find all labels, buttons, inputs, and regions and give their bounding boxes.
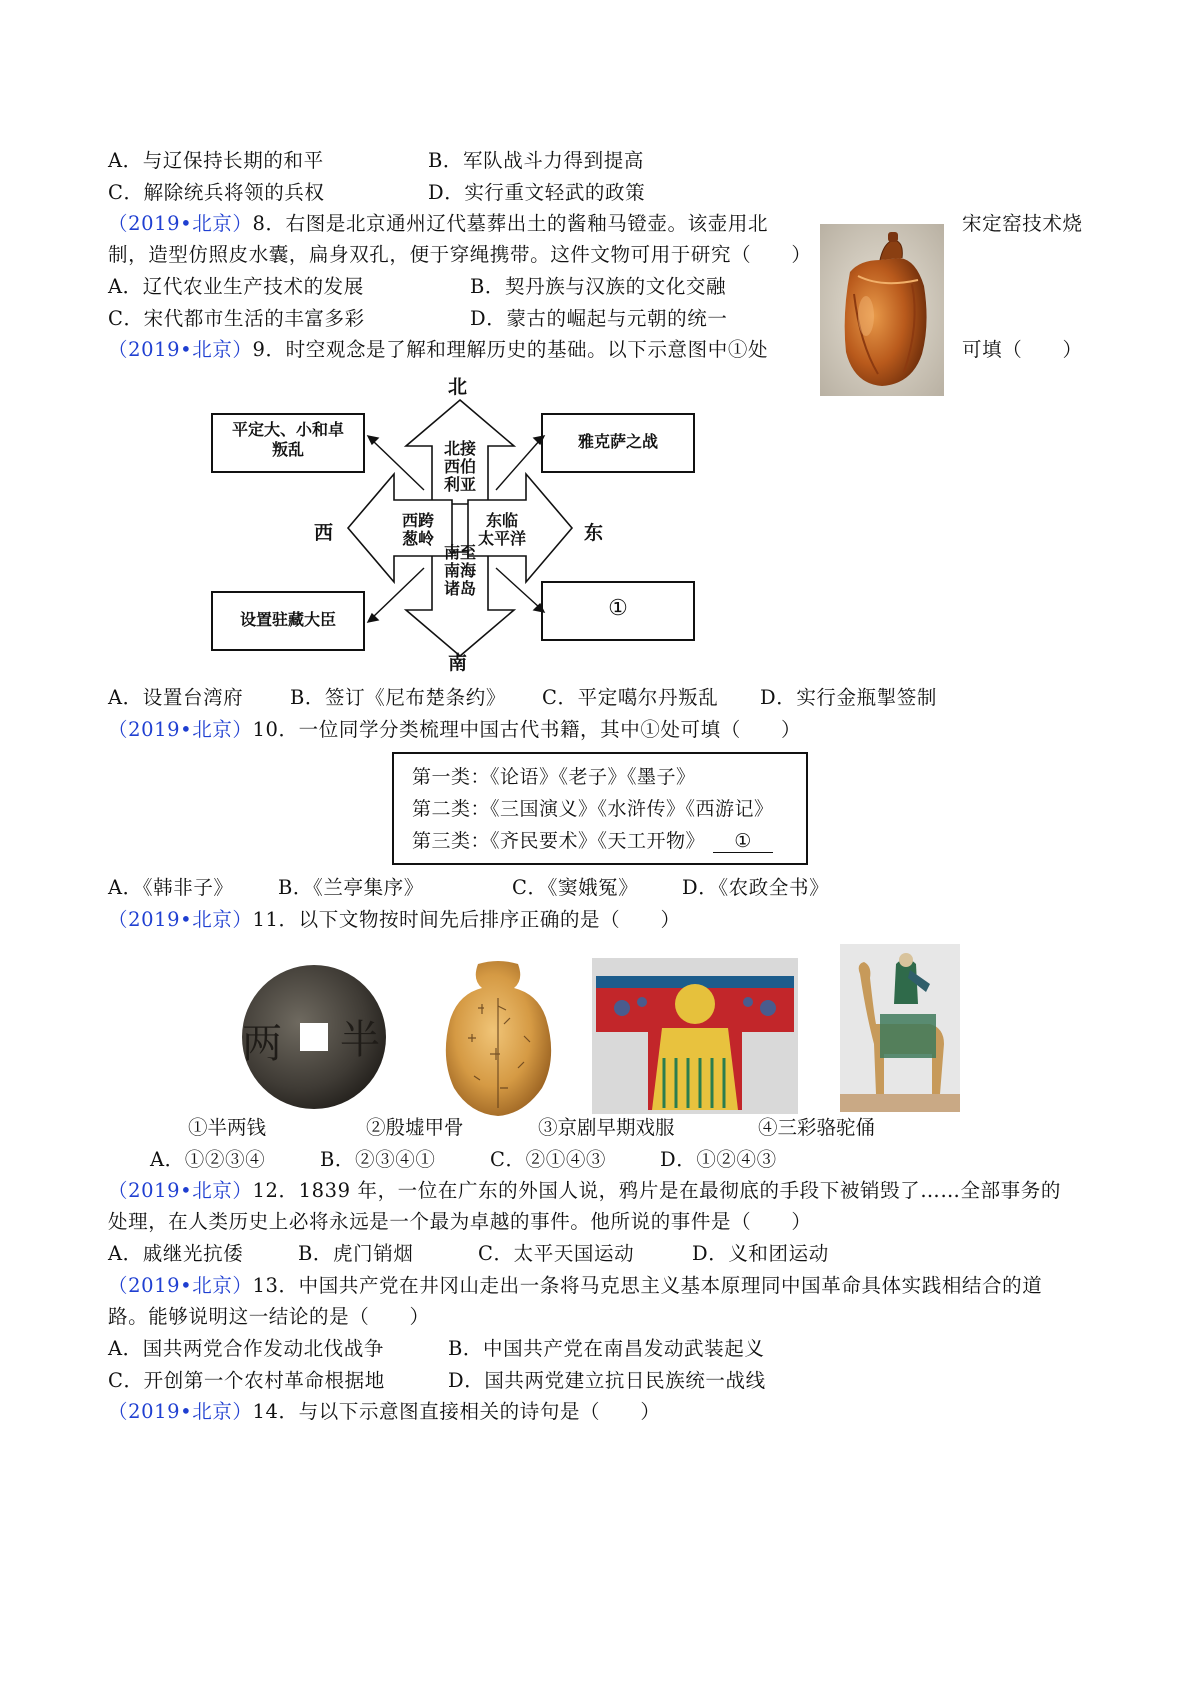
q9-option-c: C．平定噶尔丹叛乱 <box>542 686 719 709</box>
q10-source: （2019•北京） <box>108 718 253 741</box>
coin-char-left: 两 <box>242 1021 282 1067</box>
box-sw-text: 设置驻藏大臣 <box>239 610 336 629</box>
q11-option-c: C．②①④③ <box>490 1148 607 1171</box>
q7-option-b: B．军队战斗力得到提高 <box>428 149 644 172</box>
caption-costume: ③京剧早期戏服 <box>538 1116 675 1139</box>
label-south: 南 <box>448 652 468 674</box>
book-line-3: 第三类：《齐民要术》《天工开物》 ① <box>412 828 773 854</box>
coin-char-right: 半 <box>340 1017 380 1063</box>
oracle-bone-photo <box>438 958 560 1118</box>
q13-stem-line1: （2019•北京）13．中国共产党在井冈山走出一条将马克思主义基本原理同中国革命具体实践相结合的道 <box>108 1274 1043 1297</box>
q10-option-d: D．《农政全书》 <box>682 876 830 899</box>
q10-option-b: B．《兰亭集序》 <box>278 876 424 899</box>
q8-option-c: C．宋代都市生活的丰富多彩 <box>108 307 365 330</box>
down-arrow-text: 南至 南海 诸岛 <box>443 543 476 598</box>
q7-option-d: D．实行重文轻武的政策 <box>428 181 646 204</box>
book-blank: ① <box>713 830 773 853</box>
q11-source: （2019•北京） <box>108 908 253 931</box>
q8-option-b: B．契丹族与汉族的文化交融 <box>470 275 727 298</box>
label-east: 东 <box>584 522 604 544</box>
q13-source: （2019•北京） <box>108 1274 253 1297</box>
q11-option-b: B．②③④① <box>320 1148 436 1171</box>
caption-oracle-bone: ②殷墟甲骨 <box>366 1116 464 1139</box>
banliang-coin-photo <box>236 962 392 1112</box>
q11-option-a: A．①②③④ <box>150 1148 266 1171</box>
q8-option-a: A．辽代农业生产技术的发展 <box>108 275 364 298</box>
q7-option-a: A．与辽保持长期的和平 <box>108 149 324 172</box>
q12-option-c: C．太平天国运动 <box>478 1242 635 1265</box>
up-arrow-text: 北接 西伯 利亚 <box>443 439 476 494</box>
q12-option-b: B．虎门销烟 <box>298 1242 414 1265</box>
q13-option-d: D．国共两党建立抗日民族统一战线 <box>448 1369 766 1392</box>
q13-option-c: C．开创第一个农村革命根据地 <box>108 1369 385 1392</box>
q8-source: （2019•北京） <box>108 212 253 235</box>
q13-option-a: A．国共两党合作发动北伐战争 <box>108 1337 384 1360</box>
q11-stem-line1: （2019•北京）11．以下文物按时间先后排序正确的是（ ） <box>108 908 681 931</box>
q12-option-a: A．戚继光抗倭 <box>108 1242 244 1265</box>
right-arrow-text: 东临 太平洋 <box>477 511 526 548</box>
q9-option-b: B．签订《尼布楚条约》 <box>290 686 506 709</box>
q12-source: （2019•北京） <box>108 1179 253 1202</box>
liao-stirrup-pot-photo <box>820 224 944 396</box>
qing-territory-diagram <box>200 376 720 674</box>
box-se-text: ① <box>608 596 628 621</box>
q9-option-a: A．设置台湾府 <box>108 686 244 709</box>
label-north: 北 <box>448 376 468 398</box>
q9-stem-line1-right: 可填（ ） <box>962 338 1083 361</box>
q14-source: （2019•北京） <box>108 1400 253 1423</box>
q9-stem-line1: （2019•北京）9．时空观念是了解和理解历史的基础。以下示意图中①处 <box>108 338 769 361</box>
q8-stem-line1: （2019•北京）8．右图是北京通州辽代墓葬出土的酱釉马镫壶。该壶用北 <box>108 212 769 235</box>
q8-stem-line1-right: 宋定窑技术烧 <box>962 212 1083 235</box>
box-ne-text: 雅克萨之战 <box>577 432 658 451</box>
q7-option-c: C．解除统兵将领的兵权 <box>108 181 325 204</box>
q10-option-a: A．《韩非子》 <box>108 876 234 899</box>
label-west: 西 <box>314 522 334 544</box>
q9-source: （2019•北京） <box>108 338 253 361</box>
peking-opera-costume-photo <box>592 958 798 1114</box>
tricolor-camel-figurine-photo <box>840 944 960 1112</box>
book-line-1: 第一类：《论语》《老子》《墨子》 <box>412 766 696 788</box>
q11-option-d: D．①②④③ <box>660 1148 777 1171</box>
q13-option-b: B．中国共产党在南昌发动武装起义 <box>448 1337 765 1360</box>
book-line-2: 第二类：《三国演义》《水浒传》《西游记》 <box>412 798 774 820</box>
q9-option-d: D．实行金瓶掣签制 <box>760 686 938 709</box>
q12-stem-line2: 处理，在人类历史上必将永远是一个最为卓越的事件。他所说的事件是（ ） <box>108 1210 812 1233</box>
books-classification-box <box>392 752 808 865</box>
q12-stem-line1: （2019•北京）12．1839 年，一位在广东的外国人说，鸦片是在最彻底的手段下被销毁了……全部事务的 <box>108 1179 1061 1202</box>
q10-option-c: C．《窦娥冤》 <box>512 876 639 899</box>
q13-stem-line2: 路。能够说明这一结论的是（ ） <box>108 1305 430 1328</box>
q12-option-d: D．义和团运动 <box>692 1242 829 1265</box>
q10-stem-line1: （2019•北京）10．一位同学分类梳理中国古代书籍，其中①处可填（ ） <box>108 718 802 741</box>
left-arrow-text: 西跨 葱岭 <box>401 511 434 548</box>
q8-option-d: D．蒙古的崛起与元朝的统一 <box>470 307 728 330</box>
q8-stem-line2: 制，造型仿照皮水囊，扁身双孔，便于穿绳携带。这件文物可用于研究（ ） <box>108 243 812 266</box>
box-nw-text: 平定大、小和卓 叛乱 <box>231 420 344 459</box>
caption-camel: ④三彩骆驼俑 <box>758 1116 876 1139</box>
q14-stem-line1: （2019•北京）14．与以下示意图直接相关的诗句是（ ） <box>108 1400 661 1423</box>
caption-coin: ①半两钱 <box>188 1116 267 1139</box>
